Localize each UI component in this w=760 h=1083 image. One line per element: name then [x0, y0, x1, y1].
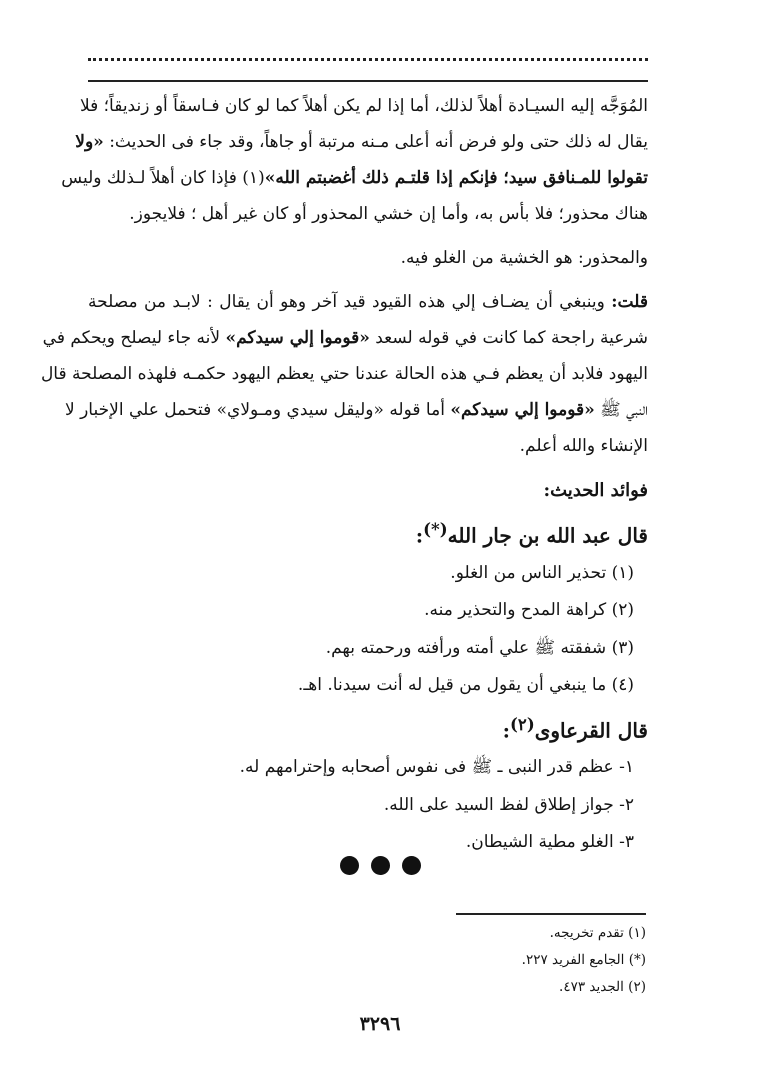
fawaid-heading: فوائد الحديث:: [543, 480, 648, 501]
benefit-item: ٢- جواز إطلاق لفظ السيد على الله.: [383, 794, 634, 815]
text-line: المُوَجَّه إليه السيـادة أهلاً لذلك، أما إذا لم يكن أهلاً كما لو كان فـاسقاً أو زنديقاً؛ فلا: [79, 96, 648, 116]
benefit-item: (٢) كراهة المدح والتحذير منه.: [424, 600, 634, 621]
benefit-item: (٤) ما ينبغي أن يقول من قيل له أنت سيدنا. اهـ.: [297, 675, 634, 696]
footnote: (١) تقدم تخريجه.: [549, 925, 646, 941]
ornament-dot: [371, 856, 390, 875]
benefit-item: (١) تحذير الناس من الغلو.: [450, 562, 634, 583]
text-line: يقال له ذلك حتى ولو فرض أنه أعلى مـنه مرتبة أو جاهاً، وقد جاء فى الحديث: «ولا: [75, 132, 648, 152]
footnotes: [300, 920, 646, 1001]
mahdhur-line: والمحذور: هو الخشية من الغلو فيه.: [400, 248, 648, 268]
footnote: (٢) الجديد ٤٧٣.: [559, 979, 646, 995]
benefit-item: ٣- الغلو مطية الشيطان.: [465, 832, 634, 853]
qultu-line: اليهود فلابد أن يعظم فـي هذه الحالة عندنا حتي يعظم اليهود حكمـه فلهذه المصلحة قال: [40, 364, 648, 384]
qultu-line: قلت: وينبغي أن يضـاف إلي هذه القيود قيد آخر وهو أن يقال : لابـد من مصلحة: [88, 292, 648, 312]
main-text: [40, 88, 648, 862]
header-solid-rule: [88, 80, 648, 82]
qultu-line: الإنشاء والله أعلم.: [519, 436, 648, 456]
ornament-dot: [402, 856, 421, 875]
abdullah-heading: قال عبد الله بن جار الله(*):: [415, 519, 648, 548]
qarawi-heading: قال القرعاوى$^{(٢)}$:: [502, 713, 648, 743]
text-line: هناك محذور؛ فلا بأس به، وأما إن خشي المحذور أو كان غير أهل ؛ فلايجوز.: [129, 204, 648, 224]
qultu-line: النبي ﷺ «قوموا إلي سيدكم» أما قوله «وليقل سيدي ومـولاي» فتحمل علي الإخبار لا: [65, 400, 648, 420]
text-line: تقولوا للمـنافق سيد؛ فإنكم إذا قلتـم ذلك أغضبتم الله»(١) فإذا كان أهلاً لـذلك وليس: [61, 168, 648, 188]
footnote-separator: [456, 913, 646, 915]
ornament-dot: [340, 856, 359, 875]
footnote: (*) الجامع الفريد ٢٢٧.: [521, 952, 646, 968]
page-number: ٣٢٩٦: [359, 1013, 401, 1035]
qultu-line: شرعية راجحة كما كانت في قوله لسعد «قوموا إلي سيدكم» لأنه جاء ليصلح ويحكم في: [42, 328, 648, 348]
benefit-item: ١- عظم قدر النبى ـ ﷺ فى نفوس أصحابه وإحترامهم له.: [239, 757, 634, 778]
benefit-item: (٣) شفقته ﷺ علي أمته ورأفته ورحمته بهم.: [325, 637, 634, 658]
header-dotted-rule: [88, 58, 648, 61]
section-end-ornament: [0, 856, 760, 879]
